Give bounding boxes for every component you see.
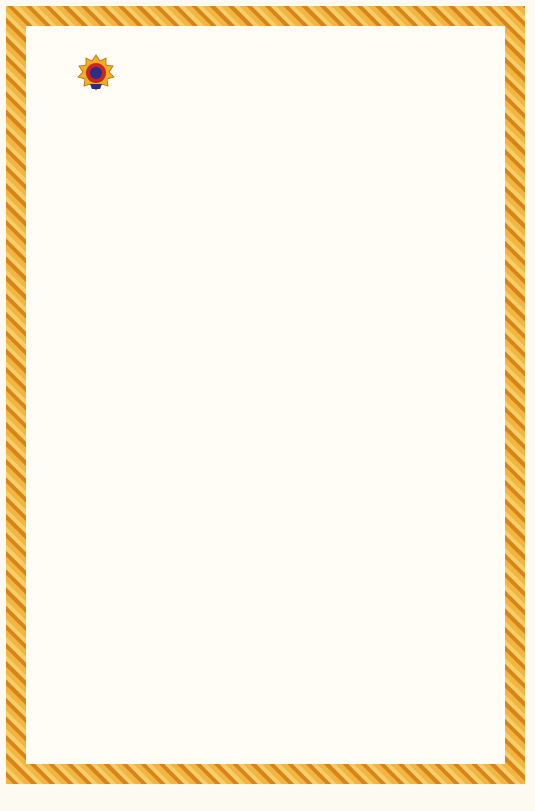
decorative-border [6, 6, 525, 784]
bunts-emblem-icon [76, 53, 116, 93]
